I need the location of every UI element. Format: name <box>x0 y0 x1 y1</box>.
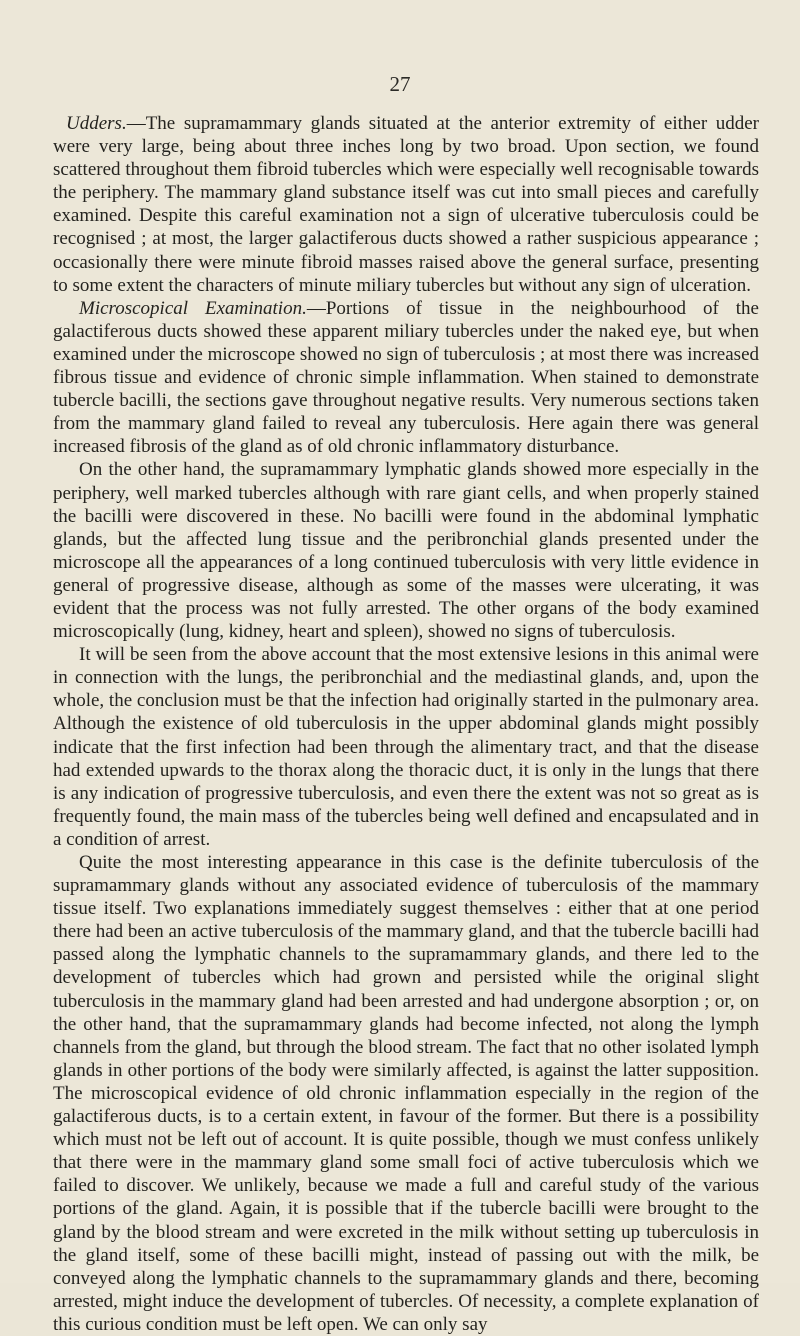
paragraph-text: —The supramammary glands situated at the anterior extremity of either udder were very large, being about three inches long by two broad. Upon section, we found scattered throughout them fibroid tubercles which were especially well recognisable towards the periphery. The mammary gland substance itself was cut into small pieces and carefully examined. Despite this careful examination not a sign of ulcerative tuberculosis could be recognised ; at most, the larger galactiferous ducts showed a rather suspicious appearance ; occasionally there were minute fibroid masses raised above the general surface, presenting to some extent the characters of minute miliary tubercles but without any sign of ulceration. <box>53 113 759 296</box>
paragraph-text: —Portions of tissue in the neighbourhood of the galactiferous ducts showed these apparent miliary tubercles under the naked eye, but when examined under the microscope showed no sign of tuberculosis ; at most there was increased fibrous tissue and evidence of chronic simple inflammation. When stained to demonstrate tubercle bacilli, the sections gave throughout negative results. Very numerous sections taken from the mammary gland failed to reveal any tuberculosis. Here again there was general increased fibrosis of the gland as of old chronic inflammatory disturbance. <box>53 297 759 458</box>
paragraph-text: It will be seen from the above account that the most extensive lesions in this animal were in connection with the lungs, the peribronchial and the mediastinal glands, and, upon the whole, the conclusion must be that the infection had originally started in the pulmonary area. Although the existence of old tuberculosis in the upper abdominal glands might possibly indicate that the first infection had been through the alimentary tract, and that the disease had extended upwards to the thorax along the thoracic duct, it is only in the lungs that there is any indication of progressive tuberculosis, and even there the extent was not so great as is frequently found, the main mass of the tubercles being well defined and encapsulated and in a condition of arrest. <box>53 644 759 850</box>
paragraph-microscopical-examination <box>53 297 759 459</box>
paragraph-text: Quite the most interesting appearance in this case is the definite tuberculosis of the supramammary glands without any associated evidence of tuberculosis of the mammary tissue itself. Two explanations immediately suggest themselves : either that at one period there had been an active tuberculosis of the mammary gland, and that the tubercle bacilli had passed along the lymphatic channels to the supramammary glands, and there led to the development of tubercles which had grown and persisted while the original slight tuberculosis in the mammary gland had been arrested and had undergone absorption ; or, on the other hand, that the supramammary glands had become infected, not along the lymph channels from the gland, but through the blood stream. The fact that no other isolated lymph glands in other portions of the body were similarly affected, is against the latter supposition. The microscopical evidence of old chronic inflammation especially in the region of the galactiferous ducts, is to a certain extent, in favour of the former. But there is a possibility which must not be left out of account. It is quite possible, though we must confess unlikely that there were in the mammary gland some small foci of active tuberculosis which we failed to discover. We unlikely, because we made a full and careful study of the various portions of the gland. Again, it is possible that if the tubercle bacilli were brought to the gland by the blood stream and were excreted in the milk without setting up tuberculosis in the gland itself, some of these bacilli might, instead of passing out with the milk, be conveyed along the lymphatic channels to the supramammary glands and there, becoming arrested, might induce the development of tubercles. Of necessity, a complete explanation of this curious condition must be left open. We can only say <box>53 852 759 1335</box>
section-heading-microscopical-examination: Microscopical Examination. <box>79 297 307 319</box>
paragraph-lymphatic-glands <box>53 458 759 643</box>
paragraph-extent-of-lesions <box>53 643 759 851</box>
paragraph-udders <box>53 112 759 297</box>
section-heading-udders: Udders. <box>66 113 127 134</box>
paragraph-text: On the other hand, the supramammary lymphatic glands showed more especially in the periphery, well marked tubercles although with rare giant cells, and when properly stained the bacilli were discovered in these. No bacilli were found in the abdominal lymphatic glands, but the affected lung tissue and the peribronchial glands presented under the microscope all the appearances of a long continued tuberculosis with very little evidence in general of progressive disease, although as some of the masses were ulcerating, it was evident that the process was not fully arrested. The other organs of the body examined microscopically (lung, kidney, heart and spleen), showed no signs of tuberculosis. <box>53 459 759 643</box>
paragraph-supramammary-tuberculosis <box>53 851 759 1336</box>
page-number: 27 <box>389 72 411 96</box>
body-text <box>53 112 759 1336</box>
